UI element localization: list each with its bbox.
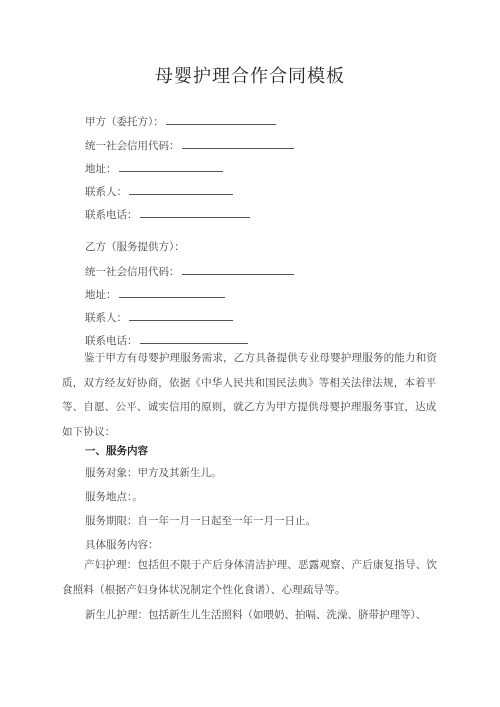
party-b-line bbox=[85, 240, 185, 254]
service-location: 服务地点：。 bbox=[85, 491, 143, 503]
party-b-contact-label: 联系人： bbox=[85, 312, 127, 324]
party-a-credit-label: 统一社会信用代码： bbox=[85, 140, 180, 152]
party-a-address-label: 地址： bbox=[85, 163, 117, 175]
service-target: 服务对象：甲方及其新生儿。 bbox=[85, 467, 222, 479]
maternal-care-paragraph: 产妇护理：包括但不限于产后身体清洁护理、恶露观察、产后康复指导、饮食照料（根据产妇身体状况制定个性化食谱）、心理疏导等。 bbox=[62, 559, 438, 596]
section-1-heading: 一、服务内容 bbox=[85, 445, 148, 457]
party-a-phone-blank[interactable] bbox=[140, 207, 250, 218]
party-a-credit-blank[interactable] bbox=[182, 138, 294, 149]
party-a-address-blank[interactable] bbox=[119, 161, 223, 172]
party-b-address-line bbox=[85, 287, 225, 302]
party-a-blank[interactable] bbox=[166, 114, 276, 125]
party-b-phone-blank[interactable] bbox=[140, 333, 248, 344]
party-a-line bbox=[85, 114, 276, 129]
party-b-phone-label: 联系电话： bbox=[85, 335, 138, 347]
party-a-phone-line bbox=[85, 207, 250, 222]
party-b-address-blank[interactable] bbox=[119, 287, 225, 298]
party-b-label: 乙方（服务提供方）： bbox=[85, 241, 185, 253]
party-a-address-line bbox=[85, 161, 223, 176]
service-period: 服务期限：自一年一月一日起至一年一月一日止。 bbox=[85, 515, 316, 527]
party-b-contact-line bbox=[85, 310, 233, 325]
party-a-contact-blank[interactable] bbox=[129, 184, 233, 195]
party-b-credit-label: 统一社会信用代码： bbox=[85, 266, 180, 278]
party-a-contact-label: 联系人： bbox=[85, 186, 127, 198]
intro-paragraph: 鉴于甲方有母婴护理服务需求，乙方具备提供专业母婴护理服务的能力和资质，双方经友好协商，依据《中华人民共和国民法典》等相关法律法规，本着平等、自愿、公平、诚实信用的原则，就乙方为甲方提供母婴护理服务事宜，达成如下协议： bbox=[62, 352, 438, 438]
party-a-contact-line bbox=[85, 184, 233, 199]
service-details-label: 具体服务内容： bbox=[85, 539, 159, 551]
newborn-care-paragraph: 新生儿护理：包括新生儿生活照料（如喂奶、拍嗝、洗澡、脐带护理等）、 bbox=[85, 609, 427, 621]
party-b-credit-line bbox=[85, 264, 294, 279]
party-a-phone-label: 联系电话： bbox=[85, 209, 138, 221]
party-a-label: 甲方（委托方）： bbox=[85, 116, 164, 128]
party-b-contact-blank[interactable] bbox=[129, 310, 233, 321]
party-b-address-label: 地址： bbox=[85, 289, 117, 301]
party-b-credit-blank[interactable] bbox=[182, 264, 294, 275]
party-a-credit-line bbox=[85, 138, 294, 153]
document-title: 母婴护理合作合同模板 bbox=[155, 66, 345, 87]
